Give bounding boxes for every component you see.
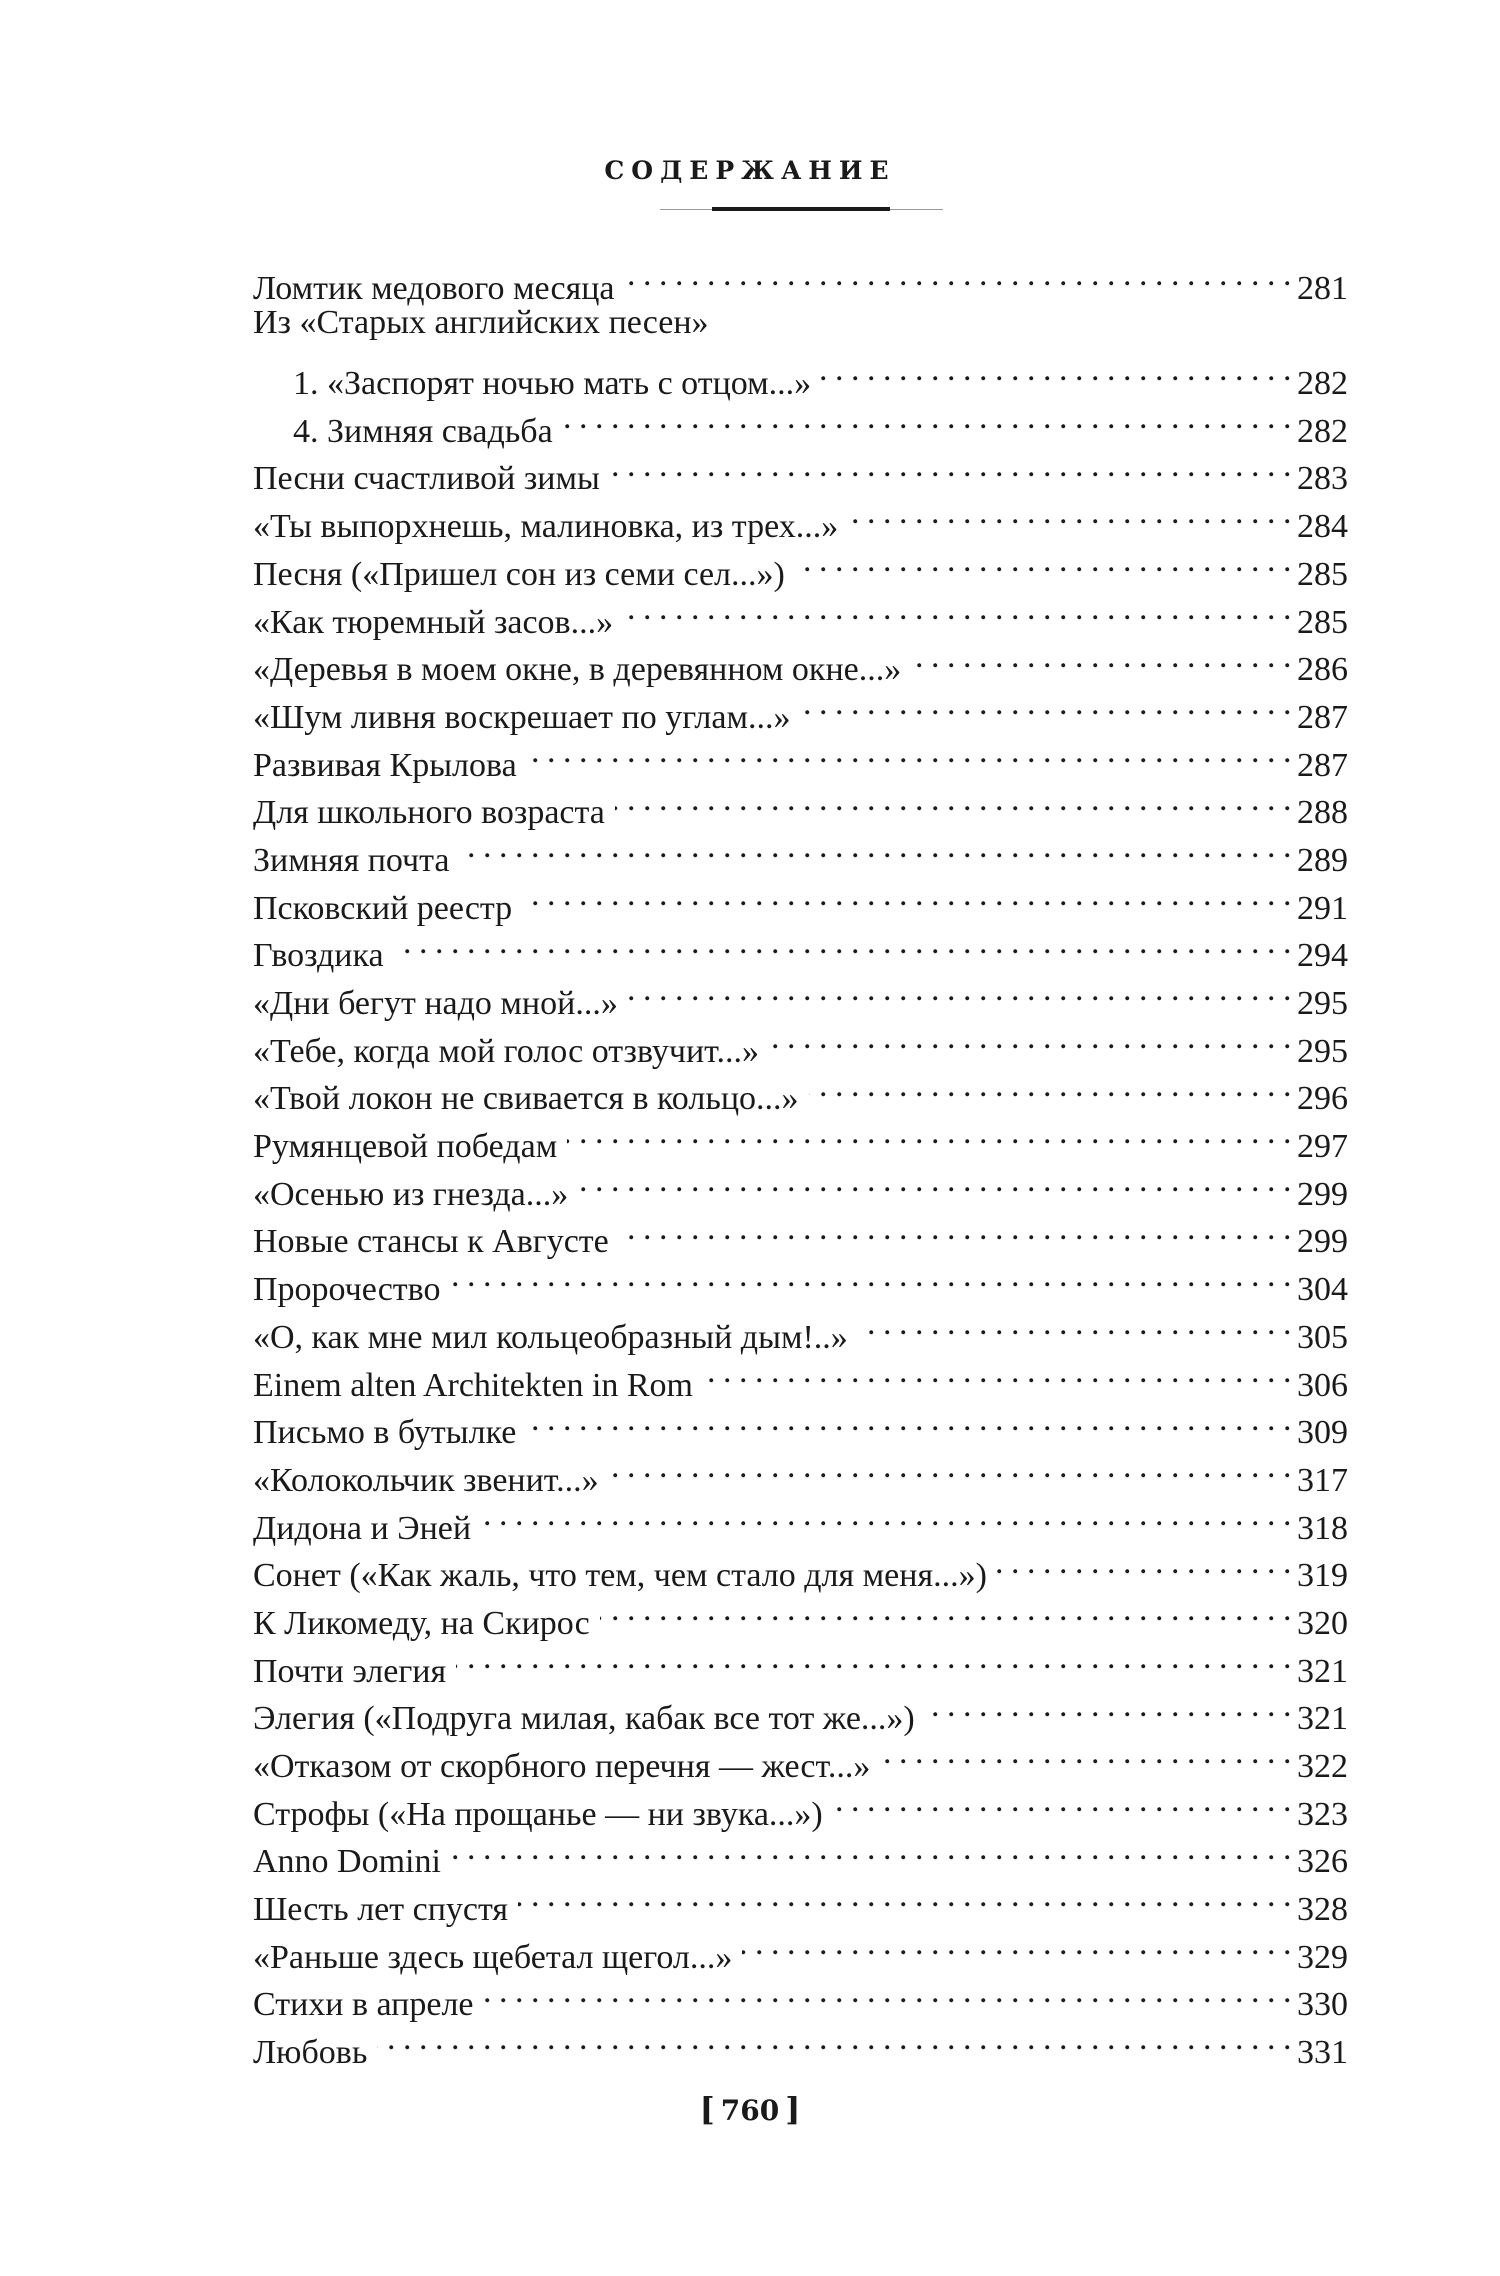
toc-entry-page: 296 [1297,1080,1348,1118]
toc-dot-leader [625,251,1292,299]
toc-entry-title: Развивая Крылова [253,746,517,784]
toc-dot-leader [925,1682,1291,1730]
toc-entry-page: 317 [1297,1461,1348,1499]
toc-entry-title: Письмо в бутылке [253,1414,517,1452]
toc-entry-title: Почти элегия [253,1652,447,1690]
toc-entry-title: «О, как мне мил кольцеобразный дым!..» [253,1318,848,1356]
toc-dot-leader [481,1491,1291,1539]
toc-entry-page: 321 [1297,1700,1348,1738]
toc-dot-leader [821,346,1291,394]
toc-entry-title: Румянцевой победам [253,1128,558,1166]
toc-entry-title: «Как тюремный засов...» [253,603,614,641]
toc-dot-leader [526,1396,1291,1444]
toc-entry-title: Новые стансы к Августе [253,1223,609,1261]
toc-dot-leader [858,1300,1291,1348]
page-number-value: 760 [720,2094,780,2127]
toc-entry-page: 331 [1297,2034,1348,2072]
toc-entry-title: «Деревья в моем окне, в деревянном окне...» [253,651,902,689]
bracket-left-icon: [ [699,2090,715,2128]
toc-entry-page: 318 [1297,1509,1348,1547]
toc-entry-page: 286 [1297,651,1348,689]
page-title: СОДЕРЖАНИЕ [604,156,896,185]
toc-dot-leader [527,728,1291,776]
toc-entry-page: 281 [1297,269,1348,307]
toc-entry-title: Любовь [253,2034,368,2072]
toc-entry-page: 323 [1297,1795,1348,1833]
toc-entry-page: 287 [1297,698,1348,736]
toc-dot-leader [578,1157,1291,1205]
toc-entry-title: Из «Старых английских песен» [253,303,709,341]
toc-dot-leader [567,1109,1291,1157]
toc-dot-leader [742,1920,1291,1968]
toc-dot-leader [801,680,1292,728]
toc-entry-title: Зимняя почта [253,841,450,879]
toc-entry-title: Стихи в апреле [253,1986,474,2024]
toc-dot-leader [609,1443,1291,1491]
toc-dot-leader [880,1729,1291,1777]
toc-entry [253,2015,1348,2072]
toc-entry-page: 322 [1297,1748,1348,1785]
toc-dot-leader [628,966,1291,1014]
toc-entry-page: 288 [1297,794,1348,832]
toc-dot-leader [450,1252,1291,1300]
toc-entry-title: К Ликомеду, на Скирос [253,1604,590,1642]
toc-entry-title: «Тебе, когда мой голос отзвучит...» [253,1032,759,1070]
toc-dot-leader [600,1586,1291,1634]
toc-entry-title: Дидона и Эней [253,1509,472,1547]
page-number [0,2090,1500,2128]
toc-entry-page: 291 [1297,889,1348,927]
toc-entry-title: «Шум ливня воскрешает по углам...» [253,698,791,736]
toc-entry-page: 282 [1297,365,1348,403]
toc-entry [253,919,1348,975]
toc-entry-page: 285 [1297,555,1348,593]
toc-dot-leader [833,1777,1291,1825]
toc-entry [253,966,1348,1022]
toc-dot-leader [456,1634,1291,1682]
toc-entry-page: 321 [1297,1652,1348,1690]
toc-entry-title: Гвоздика [253,937,384,975]
running-header [0,156,1500,185]
toc-dot-leader [522,871,1291,919]
toc-entry-title: «Отказом от скорбного перечня — жест...» [253,1748,871,1785]
toc-entry-title: Песни счастливой зимы [253,460,600,498]
toc-entry-title: «Дни бегут надо мной...» [253,985,618,1022]
toc-dot-leader [997,1539,1291,1587]
toc-dot-leader [377,2015,1291,2063]
toc-entry-title: «Ты выпорхнешь, малиновка, из трех...» [253,508,839,546]
toc-dot-leader [848,489,1291,537]
header-rule-accent [712,207,890,211]
toc-entry-page: 283 [1297,460,1348,498]
toc-entry-page: 329 [1297,1938,1348,1976]
toc-entry-title: Строфы («На прощанье — ни звука...») [253,1795,823,1833]
toc-entry-page: 285 [1297,603,1348,641]
toc-entry [253,251,1348,307]
toc-entry-title: Шесть лет спустя [253,1891,509,1929]
toc-entry-page: 309 [1297,1414,1348,1452]
toc-entry [253,346,1348,403]
toc-entry-page: 282 [1297,412,1348,450]
table-of-contents [253,251,1348,2072]
toc-entry-page: 297 [1297,1128,1348,1166]
toc-dot-leader [615,776,1291,824]
toc-dot-leader [623,585,1291,633]
toc-entry-title: Псковский реестр [253,889,513,927]
toc-dot-leader [451,1825,1291,1873]
toc-entry-page: 289 [1297,841,1348,879]
toc-entry-title: Пророчество [253,1271,441,1309]
toc-entry-title: Сонет («Как жаль, что тем, чем стало для меня...») [253,1557,987,1595]
toc-entry-page: 305 [1297,1318,1348,1356]
toc-dot-leader [394,919,1291,967]
toc-entry-page: 326 [1297,1843,1348,1881]
toc-entry-page: 294 [1297,937,1348,975]
toc-entry-page: 320 [1297,1604,1348,1642]
toc-entry-page: 287 [1297,746,1348,784]
bracket-right-icon: ] [785,2090,801,2128]
toc-entry-page: 319 [1297,1557,1348,1595]
toc-entry-page: 304 [1297,1271,1348,1309]
toc-entry-title: 4. Зимняя свадьба [293,412,553,450]
toc-entry-page: 299 [1297,1223,1348,1261]
toc-entry-title: «Твой локон не свивается в кольцо...» [253,1080,799,1118]
toc-entry-title: «Раньше здесь щебетал щегол...» [253,1938,733,1976]
toc-entry-title: «Колокольчик звенит...» [253,1461,599,1499]
toc-dot-leader [484,1968,1291,2016]
toc-dot-leader [518,1872,1291,1920]
toc-entry-title: Einem alten Architekten in Rom [253,1366,694,1404]
toc-entry-title: Для школьного возраста [253,794,605,832]
toc-dot-leader [911,633,1291,681]
toc-entry-page: 306 [1297,1366,1348,1404]
toc-dot-leader [460,823,1292,871]
toc-entry-page: 295 [1297,985,1348,1022]
toc-entry-title: «Осенью из гнезда...» [253,1175,569,1213]
toc-entry-page: 330 [1297,1986,1348,2024]
toc-entry-title: 1. «Заспорят ночью мать с отцом...» [293,365,812,403]
toc-entry-page: 284 [1297,508,1348,546]
toc-entry-page: 295 [1297,1032,1348,1070]
toc-dot-leader [769,1014,1291,1062]
toc-entry-page: 328 [1297,1891,1348,1929]
toc-dot-leader [563,394,1291,442]
toc-dot-leader [795,537,1291,585]
toc-dot-leader [703,1348,1291,1396]
toc-entry-title: Песня («Пришел сон из семи сел...») [253,555,785,593]
toc-entry [253,299,1348,347]
toc-dot-leader [610,442,1291,490]
toc-entry-title: Ломтик медового месяца [253,269,615,307]
toc-dot-leader [809,1062,1291,1110]
toc-entry-page: 299 [1297,1175,1348,1213]
toc-entry-title: Anno Domini [253,1843,441,1881]
toc-dot-leader [619,1205,1291,1253]
toc-entry-title: Элегия («Подруга милая, кабак все тот же...») [253,1700,915,1738]
